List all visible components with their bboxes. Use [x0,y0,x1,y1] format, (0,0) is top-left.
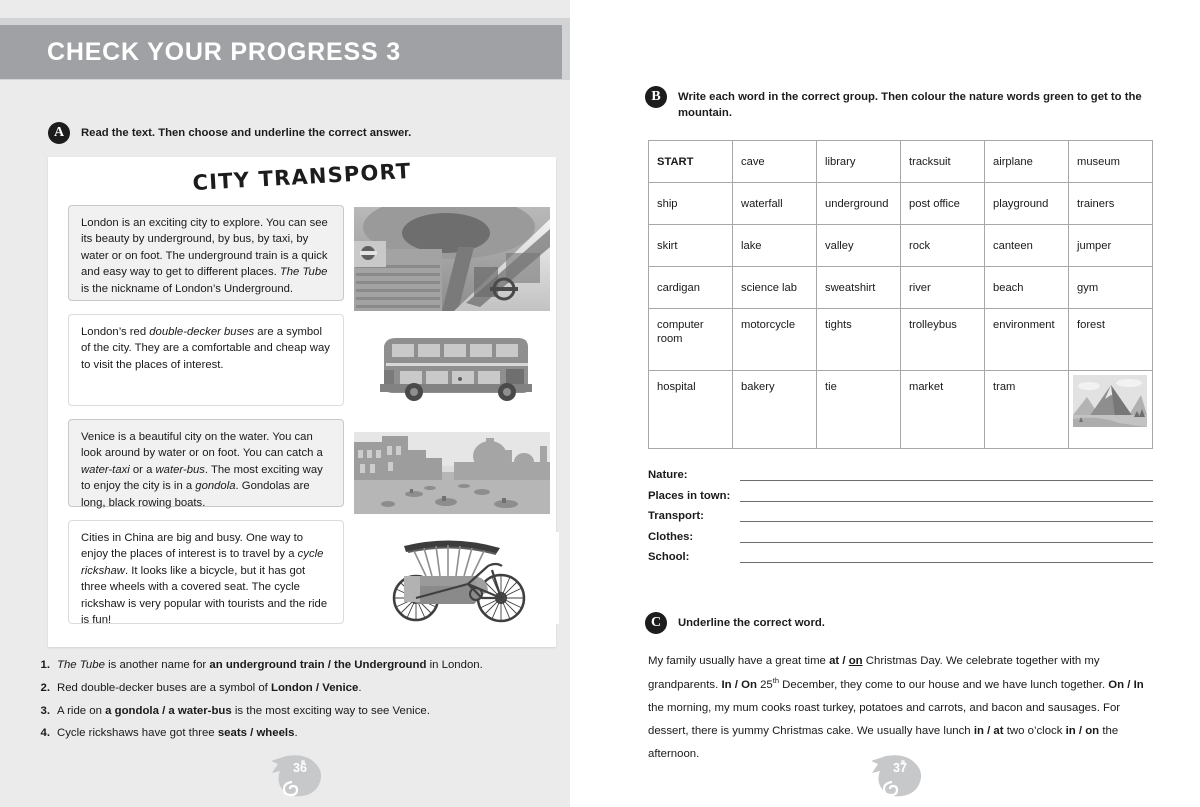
word-cell[interactable]: cardigan [649,267,733,309]
word-cell[interactable]: museum [1069,141,1153,183]
word-cell[interactable]: ship [649,183,733,225]
word-cell[interactable]: tights [817,309,901,371]
word-cell[interactable]: underground [817,183,901,225]
venice-canal-photo [354,432,550,514]
word-cell[interactable]: beach [985,267,1069,309]
category-label: Clothes: [648,530,694,543]
category-label: Places in town: [648,489,731,502]
word-cell[interactable]: jumper [1069,225,1153,267]
word-cell[interactable]: river [901,267,985,309]
category-answer-line[interactable] [740,532,1153,543]
exercise-a-heading [48,122,548,144]
question-number: 2. [40,681,50,694]
word-cell[interactable]: tracksuit [901,141,985,183]
category-lines [648,469,1153,572]
word-cell-start[interactable]: START [649,141,733,183]
exercise-b-badge: B [645,86,667,108]
word-cell[interactable]: valley [817,225,901,267]
word-cell[interactable]: computer room [649,309,733,371]
category-answer-line[interactable] [740,552,1153,563]
table-row [649,183,1153,225]
word-cell[interactable]: library [817,141,901,183]
category-answer-line[interactable] [740,511,1153,522]
exercise-a-instruction: Read the text. Then choose and underline the correct answer. [81,127,412,139]
exercise-c-paragraph[interactable]: My family usually have a great time at / on Christmas Day. We celebrate together with my grandparents. In / On 25th December, they come to our house and we have lunch together. On / In the morning, my mum cooks roast turkey, potatoes and carrots, and bacon and sausages. For dessert, there is yummy Christmas cake. We usually have lunch in / at two o’clock in / on the afternoon. [648,655,1144,760]
header-bar [0,25,562,79]
word-cell[interactable]: sweatshirt [817,267,901,309]
word-cell[interactable]: hospital [649,371,733,449]
question-text: A ride on a gondola / a water-bus is the most exciting way to see Venice. [57,704,430,717]
reading-card [48,157,556,647]
category-label: School: [648,551,690,563]
word-cell[interactable]: waterfall [733,183,817,225]
page-number-value: 36 [293,761,307,775]
page-number-right [872,752,928,798]
word-cell[interactable]: lake [733,225,817,267]
question-number: 1. [40,659,50,671]
category-label: Transport: [648,510,704,522]
exercise-b-heading [645,86,1155,121]
reading-card-title: CITY TRANSPORT [191,158,413,196]
word-cell[interactable]: science lab [733,267,817,309]
exercise-c-heading [645,612,1155,634]
word-cell[interactable]: tie [817,371,901,449]
exercise-c-instruction: Underline the correct word. [678,617,825,629]
question-row[interactable] [36,726,556,741]
word-cell[interactable]: forest [1069,309,1153,371]
page-number-value: 37 [893,761,907,775]
question-row[interactable] [36,704,556,719]
word-cell[interactable]: skirt [649,225,733,267]
word-cell[interactable]: environment [985,309,1069,371]
exercise-c-badge: C [645,612,667,634]
word-cell[interactable]: playground [985,183,1069,225]
word-cell[interactable]: market [901,371,985,449]
text-block-london-buses: London’s red double-decker buses are a symbol of the city. They are a comfortable and cheap way to visit the places of interest. [68,314,344,406]
text-block-venice: Venice is a beautiful city on the water. You can look around by water or on foot. You can catch a water-taxi or a water-bus. The most exciting way to enjoy the city is in a gondola. Gondolas are long, black rowing boats. [68,419,344,507]
page-number-left [272,752,328,798]
double-decker-bus-photo [366,332,552,404]
word-cell[interactable]: trolleybus [901,309,985,371]
exercise-a-questions [36,658,556,749]
question-number: 4. [40,727,50,740]
cycle-rickshaw-photo [364,532,559,624]
question-text: Cycle rickshaws have got three seats / wheels. [57,727,298,740]
word-cell[interactable]: post office [901,183,985,225]
word-cell[interactable]: motorcycle [733,309,817,371]
page-title: CHECK YOUR PROGRESS 3 [47,37,401,66]
question-text: Red double-decker buses are a symbol of London / Venice. [57,681,362,694]
mountain-photo [1073,375,1147,427]
category-label: Nature: [648,469,688,481]
exercise-a-badge: A [48,122,70,144]
table-row [649,225,1153,267]
category-row-nature [648,469,1153,481]
word-cell[interactable]: tram [985,371,1069,449]
word-cell[interactable]: rock [901,225,985,267]
word-cell[interactable]: bakery [733,371,817,449]
category-answer-line[interactable] [740,491,1153,502]
left-page [0,0,570,807]
text-block-london-underground: London is an exciting city to explore. You can see its beauty by underground, by bus, by taxi, by water or on foot. The underground train is a quick and easy way to get to different places. The Tube is the nickname of London’s Underground. [68,205,344,301]
category-row-places-in-town [648,490,1153,502]
question-text: The Tube is another name for an underground train / the Underground in London. [57,659,483,671]
text-block-china-rickshaw: Cities in China are big and busy. One way to enjoy the places of interest is to travel by a cycle rickshaw. It looks like a bicycle, but it has got three wheels with a covered seat. The cycle rickshaw is very popular with tourists and the ride is fun! [68,520,344,624]
table-row [649,309,1153,371]
word-cell[interactable]: cave [733,141,817,183]
table-row [649,141,1153,183]
word-cell[interactable]: gym [1069,267,1153,309]
london-underground-train-photo [354,207,550,311]
table-row [649,267,1153,309]
category-row-transport [648,510,1153,522]
word-cell[interactable]: trainers [1069,183,1153,225]
category-row-school [648,551,1153,563]
category-answer-line[interactable] [740,470,1153,481]
word-cell[interactable]: airplane [985,141,1069,183]
word-grid-table [648,140,1153,449]
word-cell[interactable]: canteen [985,225,1069,267]
question-row[interactable] [36,681,556,696]
word-cell-mountain[interactable] [1069,371,1153,449]
exercise-b-instruction: Write each word in the correct group. Then colour the nature words green to get to the mountain. [678,91,1142,120]
question-row[interactable] [36,658,556,673]
table-row [649,371,1153,449]
category-row-clothes [648,531,1153,543]
question-number: 3. [40,704,50,717]
